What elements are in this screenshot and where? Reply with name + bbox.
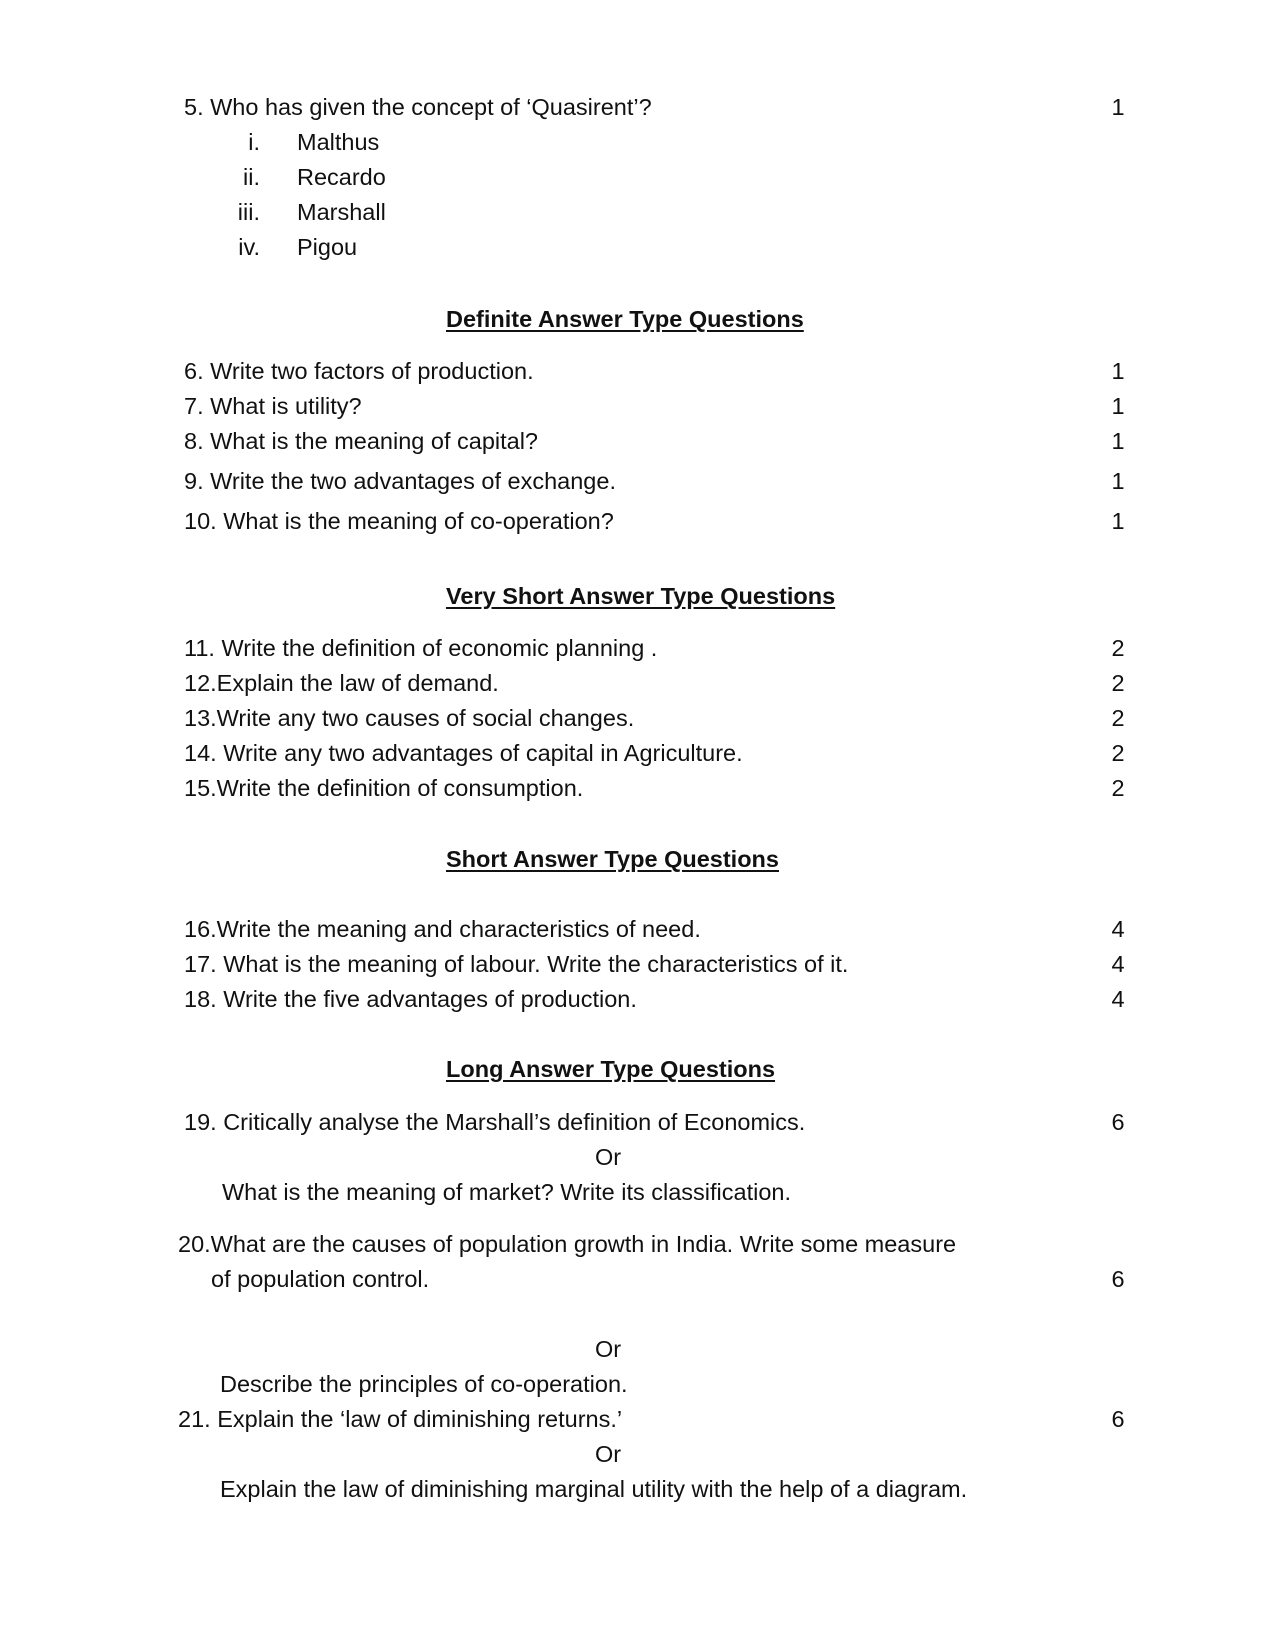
question-16-marks: 4 <box>1111 916 1125 942</box>
question-20-text-line2: of population control. <box>211 1266 430 1292</box>
question-8-marks: 1 <box>1111 428 1125 454</box>
question-7-marks: 1 <box>1111 393 1125 419</box>
or-separator: Or <box>595 1144 622 1170</box>
question-11-text: 11. Write the definition of economic planning . <box>184 635 658 661</box>
option-number: i. <box>248 129 260 155</box>
question-16-text: 16.Write the meaning and characteristics of need. <box>184 916 701 942</box>
option-number: iv. <box>238 234 260 260</box>
question-17-text: 17. What is the meaning of labour. Write the characteristics of it. <box>184 951 849 977</box>
question-20-alternative: Describe the principles of co-operation. <box>220 1371 628 1397</box>
question-9-marks: 1 <box>1111 468 1125 494</box>
option-label: Malthus <box>297 129 380 155</box>
question-19-alternative: What is the meaning of market? Write its classification. <box>222 1179 792 1205</box>
question-9-text: 9. Write the two advantages of exchange. <box>184 468 616 494</box>
section-heading-short: Short Answer Type Questions <box>446 846 779 872</box>
question-19-text: 19. Critically analyse the Marshall’s definition of Economics. <box>184 1109 806 1135</box>
option-label: Pigou <box>297 234 358 260</box>
question-11-marks: 2 <box>1111 635 1125 661</box>
option-label: Marshall <box>297 199 386 225</box>
question-12-marks: 2 <box>1111 670 1125 696</box>
question-14-text: 14. Write any two advantages of capital in Agriculture. <box>184 740 743 766</box>
section-heading-long: Long Answer Type Questions <box>446 1056 776 1082</box>
or-separator: Or <box>595 1441 622 1467</box>
question-6-text: 6. Write two factors of production. <box>184 358 534 384</box>
question-10-text: 10. What is the meaning of co-operation? <box>184 508 614 534</box>
question-7-text: 7. What is utility? <box>184 393 362 419</box>
question-13-marks: 2 <box>1111 705 1125 731</box>
question-14-marks: 2 <box>1111 740 1125 766</box>
question-8-text: 8. What is the meaning of capital? <box>184 428 539 454</box>
question-5-marks: 1 <box>1111 94 1125 120</box>
or-separator: Or <box>595 1336 622 1362</box>
question-18-marks: 4 <box>1111 986 1125 1012</box>
question-15-marks: 2 <box>1111 775 1125 801</box>
question-20-text-line1: 20.What are the causes of population growth in India. Write some measure <box>178 1231 957 1257</box>
option-number: ii. <box>243 164 260 190</box>
question-10-marks: 1 <box>1111 508 1125 534</box>
option-number: iii. <box>237 199 260 225</box>
question-21-text: 21. Explain the ‘law of diminishing returns.’ <box>178 1406 623 1432</box>
question-18-text: 18. Write the five advantages of production. <box>184 986 637 1012</box>
section-heading-very-short: Very Short Answer Type Questions <box>446 583 836 609</box>
question-17-marks: 4 <box>1111 951 1125 977</box>
question-12-text: 12.Explain the law of demand. <box>184 670 499 696</box>
question-21-marks: 6 <box>1111 1406 1125 1432</box>
question-19-marks: 6 <box>1111 1109 1125 1135</box>
question-21-alternative: Explain the law of diminishing marginal utility with the help of a diagram. <box>220 1476 968 1502</box>
question-15-text: 15.Write the definition of consumption. <box>184 775 584 801</box>
section-heading-definite: Definite Answer Type Questions <box>446 306 804 332</box>
question-5-text: 5. Who has given the concept of ‘Quasirent’? <box>184 94 652 120</box>
question-20-marks: 6 <box>1111 1266 1125 1292</box>
question-6-marks: 1 <box>1111 358 1125 384</box>
question-13-text: 13.Write any two causes of social changes. <box>184 705 635 731</box>
option-label: Recardo <box>297 164 386 190</box>
